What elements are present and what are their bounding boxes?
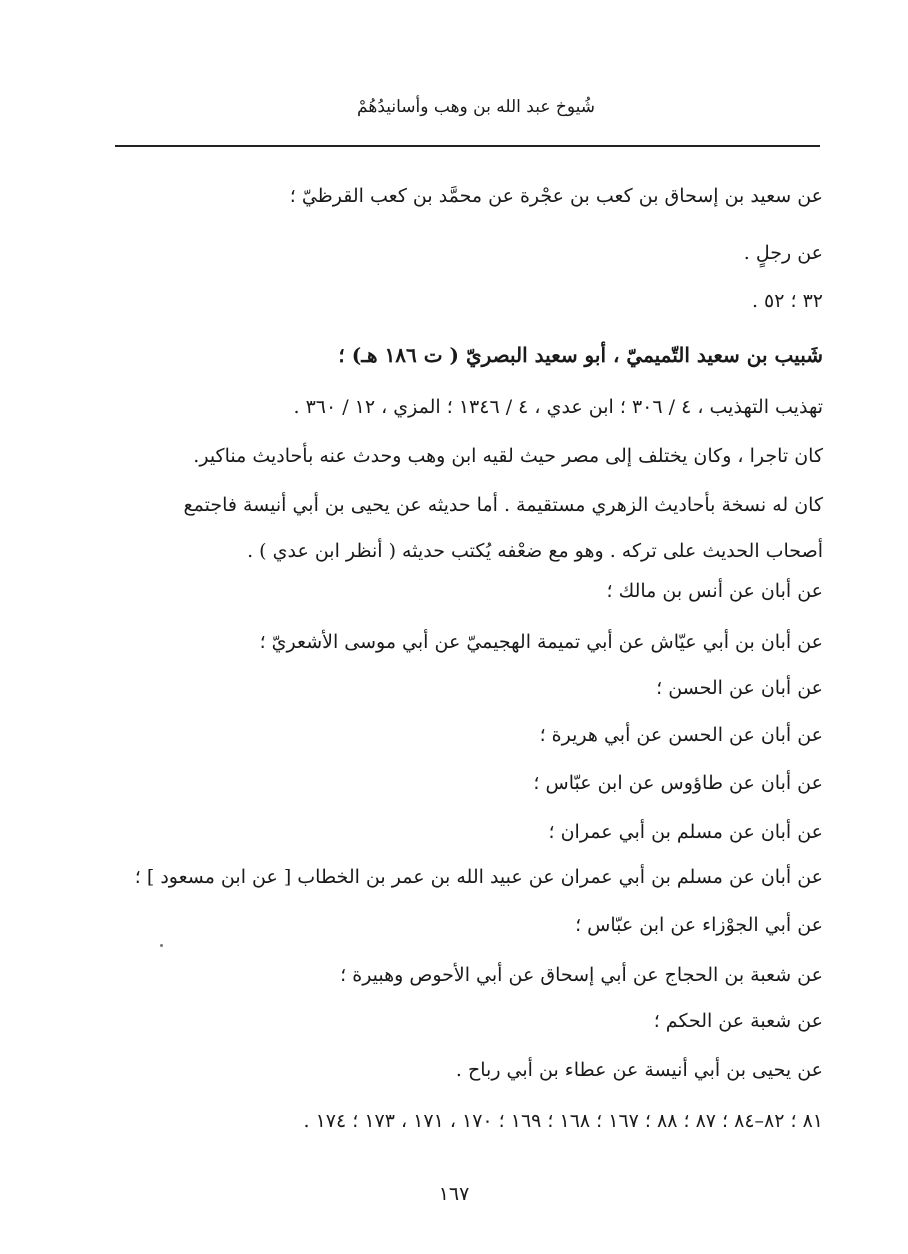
reference-numbers-line: ٨١ ؛ ٨٢–٨٤ ؛ ٨٧ ؛ ٨٨ ؛ ١٦٧ ؛ ١٦٨ ؛ ١٦٩ ؛ ١٧٠ ، ١٧١ ، ١٧٣ ؛ ١٧٤ . [303,1110,823,1132]
text-line-1: عن سعيد بن إسحاق بن كعب بن عجْرة عن محمَّد بن كعب القرظيّ ؛ [289,185,823,207]
text-line-14: عن أبان عن مسلم بن أبي عمران ؛ [548,821,823,843]
scan-speck [160,944,163,947]
text-line-18: عن شعبة عن الحكم ؛ [653,1010,823,1032]
text-line-15: عن أبان عن مسلم بن أبي عمران عن عبيد الله بن عمر بن الخطاب [ عن ابن مسعود ] ؛ [134,866,823,888]
text-line-17: عن شعبة بن الحجاج عن أبي إسحاق عن أبي الأحوص وهبيرة ؛ [340,964,823,986]
text-line-9: عن أبان عن أنس بن مالك ؛ [606,580,823,602]
text-line-13: عن أبان عن طاؤوس عن ابن عبّاس ؛ [533,772,823,794]
text-line-10: عن أبان بن أبي عيّاش عن أبي تميمة الهجيميّ عن أبي موسى الأشعريّ ؛ [259,631,823,653]
text-line-5: تهذيب التهذيب ، ٤ / ٣٠٦ ؛ ابن عدي ، ٤ / ١٣٤٦ ؛ المزي ، ١٢ / ٣٦٠ . [293,396,823,418]
text-line-2: عن رجلٍ . [743,242,823,264]
running-header-title: شُيوخ عبد الله بن وهب وأسانيدُهُمْ [357,97,595,117]
text-line-16: عن أبي الجوْزاء عن ابن عبّاس ؛ [575,914,823,936]
text-line-12: عن أبان عن الحسن عن أبي هريرة ؛ [539,724,823,746]
text-line-3: ٣٢ ؛ ٥٢ . [751,290,823,312]
text-line-8: أصحاب الحديث على تركه . وهو مع ضعْفه يُكتب حديثه ( أنظر ابن عدي ) . [247,540,823,562]
text-line-7: كان له نسخة بأحاديث الزهري مستقيمة . أما حديثه عن يحيى بن أبي أنيسة فاجتمع [183,494,823,516]
header-rule [115,145,820,147]
entry-heading: شَبيب بن سعيد التّميميّ ، أبو سعيد البصريّ ( ت ١٨٦ هـ) ؛ [338,343,823,367]
text-line-11: عن أبان عن الحسن ؛ [656,677,823,699]
text-line-6: كان تاجرا ، وكان يختلف إلى مصر حيث لقيه ابن وهب وحدث عنه بأحاديث مناكير. [193,445,823,467]
page-number: ١٦٧ [438,1183,470,1205]
text-line-19: عن يحيى بن أبي أنيسة عن عطاء بن أبي رباح . [455,1059,823,1081]
